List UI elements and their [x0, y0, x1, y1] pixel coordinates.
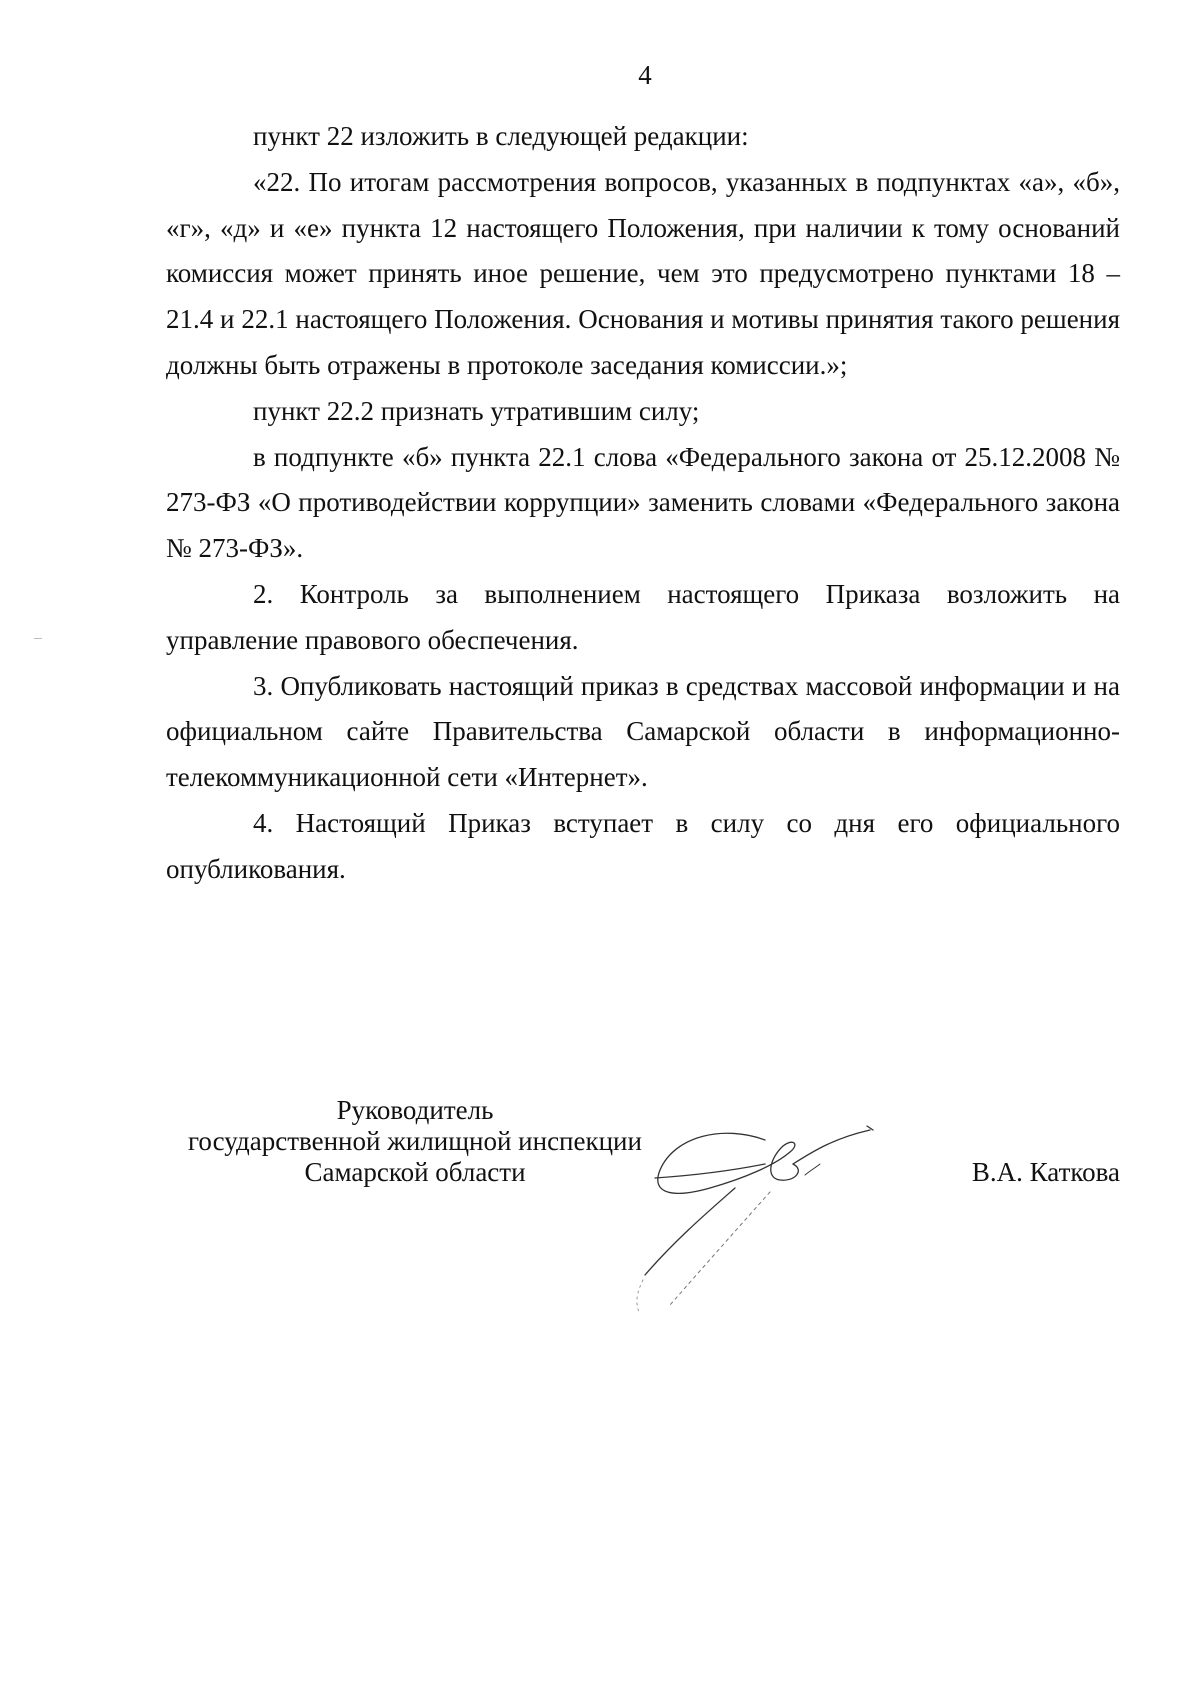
- paragraph-amend-22-intro: пункт 22 изложить в следующей редакции:: [253, 121, 749, 151]
- signatory-position-line: Самарской области: [304, 1157, 526, 1187]
- handwritten-signature: [615, 1080, 895, 1320]
- page-number: 4: [638, 60, 652, 90]
- paragraph-amend-22-1: в подпункте «б» пункта 22.1 слова «Федерального закона от 25.12.2008 № 273-ФЗ «О противодействии коррупции» заменить словами «Федерального закона № 273-ФЗ».: [166, 441, 1120, 564]
- document-body: [166, 114, 1120, 893]
- paragraph-item-2: 2. Контроль за выполнением настоящего Приказа возложить на управление правового обеспечения.: [166, 578, 1120, 655]
- paragraph-item-3: 3. Опубликовать настоящий приказ в средствах массовой информации и на официальном сайте Правительства Самарской области в информационно-телекоммуникационной сети «Интернет».: [166, 670, 1120, 793]
- paragraph-item-4: 4. Настоящий Приказ вступает в силу со дня его официального опубликования.: [166, 807, 1120, 884]
- signatory-name: В.А. Каткова: [971, 1157, 1120, 1187]
- signatory-position: [160, 1095, 670, 1188]
- paragraph-amend-22-text: «22. По итогам рассмотрения вопросов, указанных в подпунктах «а», «б», «г», «д» и «е» пункта 12 настоящего Положения, при наличии к тому оснований комиссия может принять иное решение, чем это предусмотрено пунктами 18 – 21.4 и 22.1 настоящего Положения. Основания и мотивы принятия такого решения должны быть отражены в протоколе заседания комиссии.»;: [166, 166, 1120, 380]
- paragraph-amend-22-2: пункт 22.2 признать утратившим силу;: [253, 395, 700, 426]
- signatory-position-line: Руководитель: [336, 1095, 494, 1125]
- signatory-position-line: государственной жилищной инспекции: [188, 1126, 642, 1156]
- scan-margin-mark: [34, 638, 42, 639]
